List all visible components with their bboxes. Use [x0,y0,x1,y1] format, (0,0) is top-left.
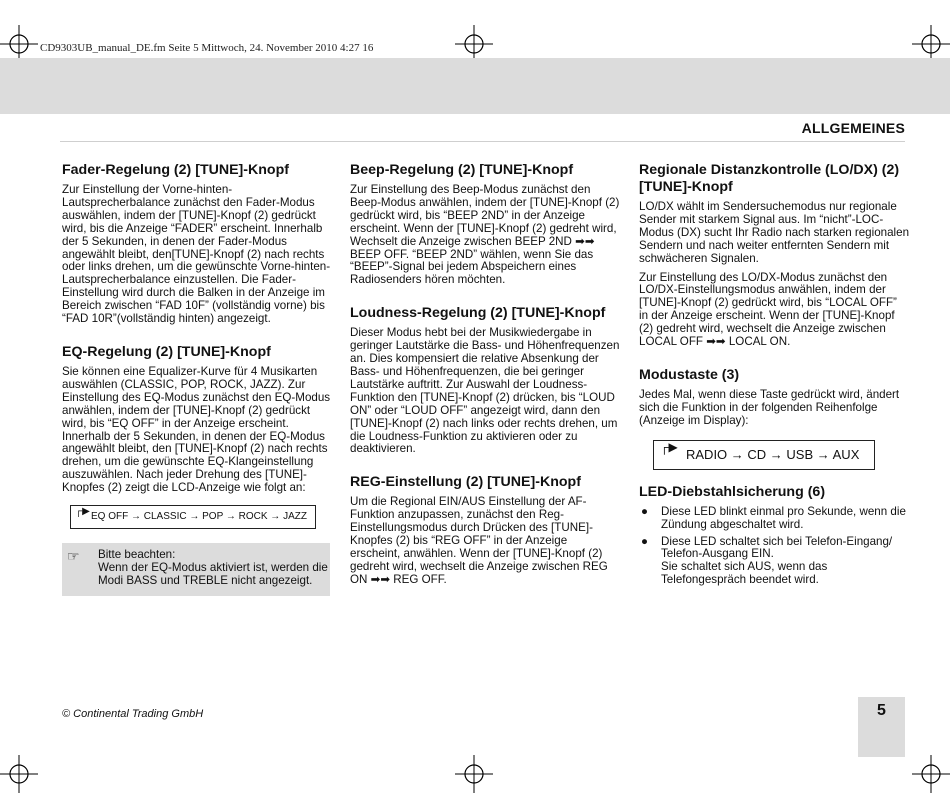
led-item-1: Diese LED blinkt einmal pro Sekunde, wenn die Zündung abgeschaltet wird. [661,504,906,531]
loudness-heading: Loudness-Regelung (2) [TUNE]-Knopf [350,305,606,322]
column-1 [62,162,332,596]
eq-sequence: EQ OFF → CLASSIC → POP → ROCK → JAZZ [91,511,307,523]
note-text: Wenn der EQ-Modus aktiviert ist, werden die Modi BASS und TREBLE nicht angezeigt. [98,560,328,587]
crop-mark-icon [0,755,38,793]
eq-heading: EQ-Regelung (2) [TUNE]-Knopf [62,343,271,360]
column-2 [350,162,620,593]
crop-mark-icon [455,755,493,793]
crop-mark-icon [912,755,950,793]
note-label: Bitte beachten: [98,548,176,562]
beep-text: Zur Einstellung des Beep-Modus zunächst den Beep-Modus anwählen, indem der [TUNE]-Knopf (2) gedrückt wird, bis “BEEP 2ND” in der Anzeige erscheint. Wenn der [TUNE]-Knopf (2) gedreht wird, Wechselt die Anzeige zwischen BEEP 2ND ➡➡ BEEP OFF. “BEEP 2ND” wählen, wenn Sie das “BEEP”-Signal bei jedem Abspeichern eines Radiosenders hören möchten. [350,183,620,287]
column-3 [639,162,909,591]
file-info-line: CD9303UB_manual_DE.fm Seite 5 Mittwoch, 24. November 2010 4:27 16 [40,42,374,54]
note-box [62,543,330,596]
fader-text: Zur Einstellung der Vorne-hinten-Lautsprecherbalance zunächst den Fader-Modus auswählen, indem der [TUNE]-Knopf (2) gedrückt wird, bis die Anzeige “FADER” erscheint. Innerhalb der 5 Sekunden, in denen der Fader-Modus angewählt bleibt, den[TUNE]-Knopf (2) nach rechts oder links drehen, um die gewünschte Vorne-hinten-Lautsprecherbalance einzustellen. Die Fader-Einstellung wird durch die Balken in der Anzeige im Bereich zwischen “FAD 10F” (vollständig vorne) bis “FAD 10R”(vollständig hinten) angezeigt. [62,183,331,326]
reg-text: Um die Regional EIN/AUS Einstellung der AF-Funktion anzupassen, zunächst den Reg-Einstellungsmodus durch Drücken des [TUNE]-Knopfes (2) bis “REG OFF” in der Anzeige erscheint, anwählen. Wenn der [TUNE]-Knopf (2) gedreht wird, wechselt die Anzeige zwischen REG ON ➡➡ REG OFF. [350,495,608,586]
led-heading: LED-Diebstahlsicherung (6) [639,483,826,500]
pointing-hand-icon: ☞ [67,548,80,565]
led-list [639,506,909,587]
mode-sequence-box [653,440,875,470]
lodx-text-1: LO/DX wählt im Sendersuchemodus nur regionale Sender mit starkem Signal aus. Im “nicht”-LOC-Modus (DX) sucht Ihr Radio nach starken regionalen Sendern und nach weiter entfernten Sendern mit schwächeren Signalen. [639,200,910,265]
arrow-corner-icon: ┌▶ [75,506,90,518]
mode-text: Jedes Mal, wenn diese Taste gedrückt wird, ändert sich die Funktion in der folgenden Reihenfolge (Anzeige im Display): [639,387,900,427]
lodx-text-2: Zur Einstellung des LO/DX-Modus zunächst den LO/DX-Einstellungsmodus anwählen, indem der [TUNE]-Knopf (2) gedrückt wird, bis “LOCAL OFF” in der Anzeige erscheint. Wenn der [TUNE]-Knopf (2) gedreht wird, wechselt die Anzeige zwischen LOCAL OFF ➡➡ LOCAL ON. [639,270,897,349]
arrow-corner-icon: ┌▶ [660,439,678,454]
led-item-2b: Sie schaltet sich AUS, wenn das Telefongespräch beendet wird. [661,560,828,587]
eq-sequence-box [70,505,316,529]
mode-sequence: RADIO → CD → USB → AUX [686,446,860,462]
lodx-heading: Regionale Distanzkontrolle (LO/DX) (2) [TUNE]-Knopf [639,162,900,195]
list-item [639,536,909,588]
led-item-2: Diese LED schaltet sich bei Telefon-Eingang/ Telefon-Ausgang EIN. [661,534,893,561]
header-rule [60,141,905,142]
footer-copyright: © Continental Trading GmbH [62,708,204,720]
bullet-icon: ● [641,504,649,518]
page-number: 5 [877,702,886,719]
section-title: ALLGEMEINES [801,120,905,136]
beep-heading: Beep-Regelung (2) [TUNE]-Knopf [350,162,574,178]
mode-heading: Modustaste (3) [639,366,740,383]
loudness-text: Dieser Modus hebt bei der Musikwiedergabe in geringer Lautstärke die Bass- und Höhenfrequenzen an. Dies kompensiert die relative Absenkung der Bass- und Höhenfrequenzen, die bei geringer Lautstärke auftritt. Zur Auswahl der Loudness-Funktion den [TUNE]-Knopf (2) drücken, bis “LOUD ON” oder “LOUD OFF” angezeigt wird, dann den [TUNE]-Knopf (2) nach links oder rechts drehen, um die Loudness-Funktion zu aktivieren oder zu deaktivieren. [350,326,620,456]
reg-heading: REG-Einstellung (2) [TUNE]-Knopf [350,474,581,491]
fader-heading: Fader-Regelung (2) [TUNE]-Knopf [62,162,289,178]
header-band [0,58,950,114]
list-item [639,506,909,532]
bullet-icon: ● [641,534,649,548]
eq-text: Sie können eine Equalizer-Kurve für 4 Musikarten auswählen (CLASSIC, POP, ROCK, JAZZ). Zur Einstellung des EQ-Modus zunächst den EQ-Modus anwählen, indem der [TUNE]-Knopf (2) gedrückt wird, bis “EQ OFF” in der Anzeige erscheint. Innerhalb der 5 Sekunden, in denen der EQ-Modus angewählt bleibt, den [TUNE]-Knopf (2) nach rechts drehen, um die gewünschte EQ-Klangeinstellung auszuwählen. Nach jeder Drehung des [TUNE]-Knopfes (2) zeigt die LCD-Anzeige wie folgt an: [62,364,331,495]
